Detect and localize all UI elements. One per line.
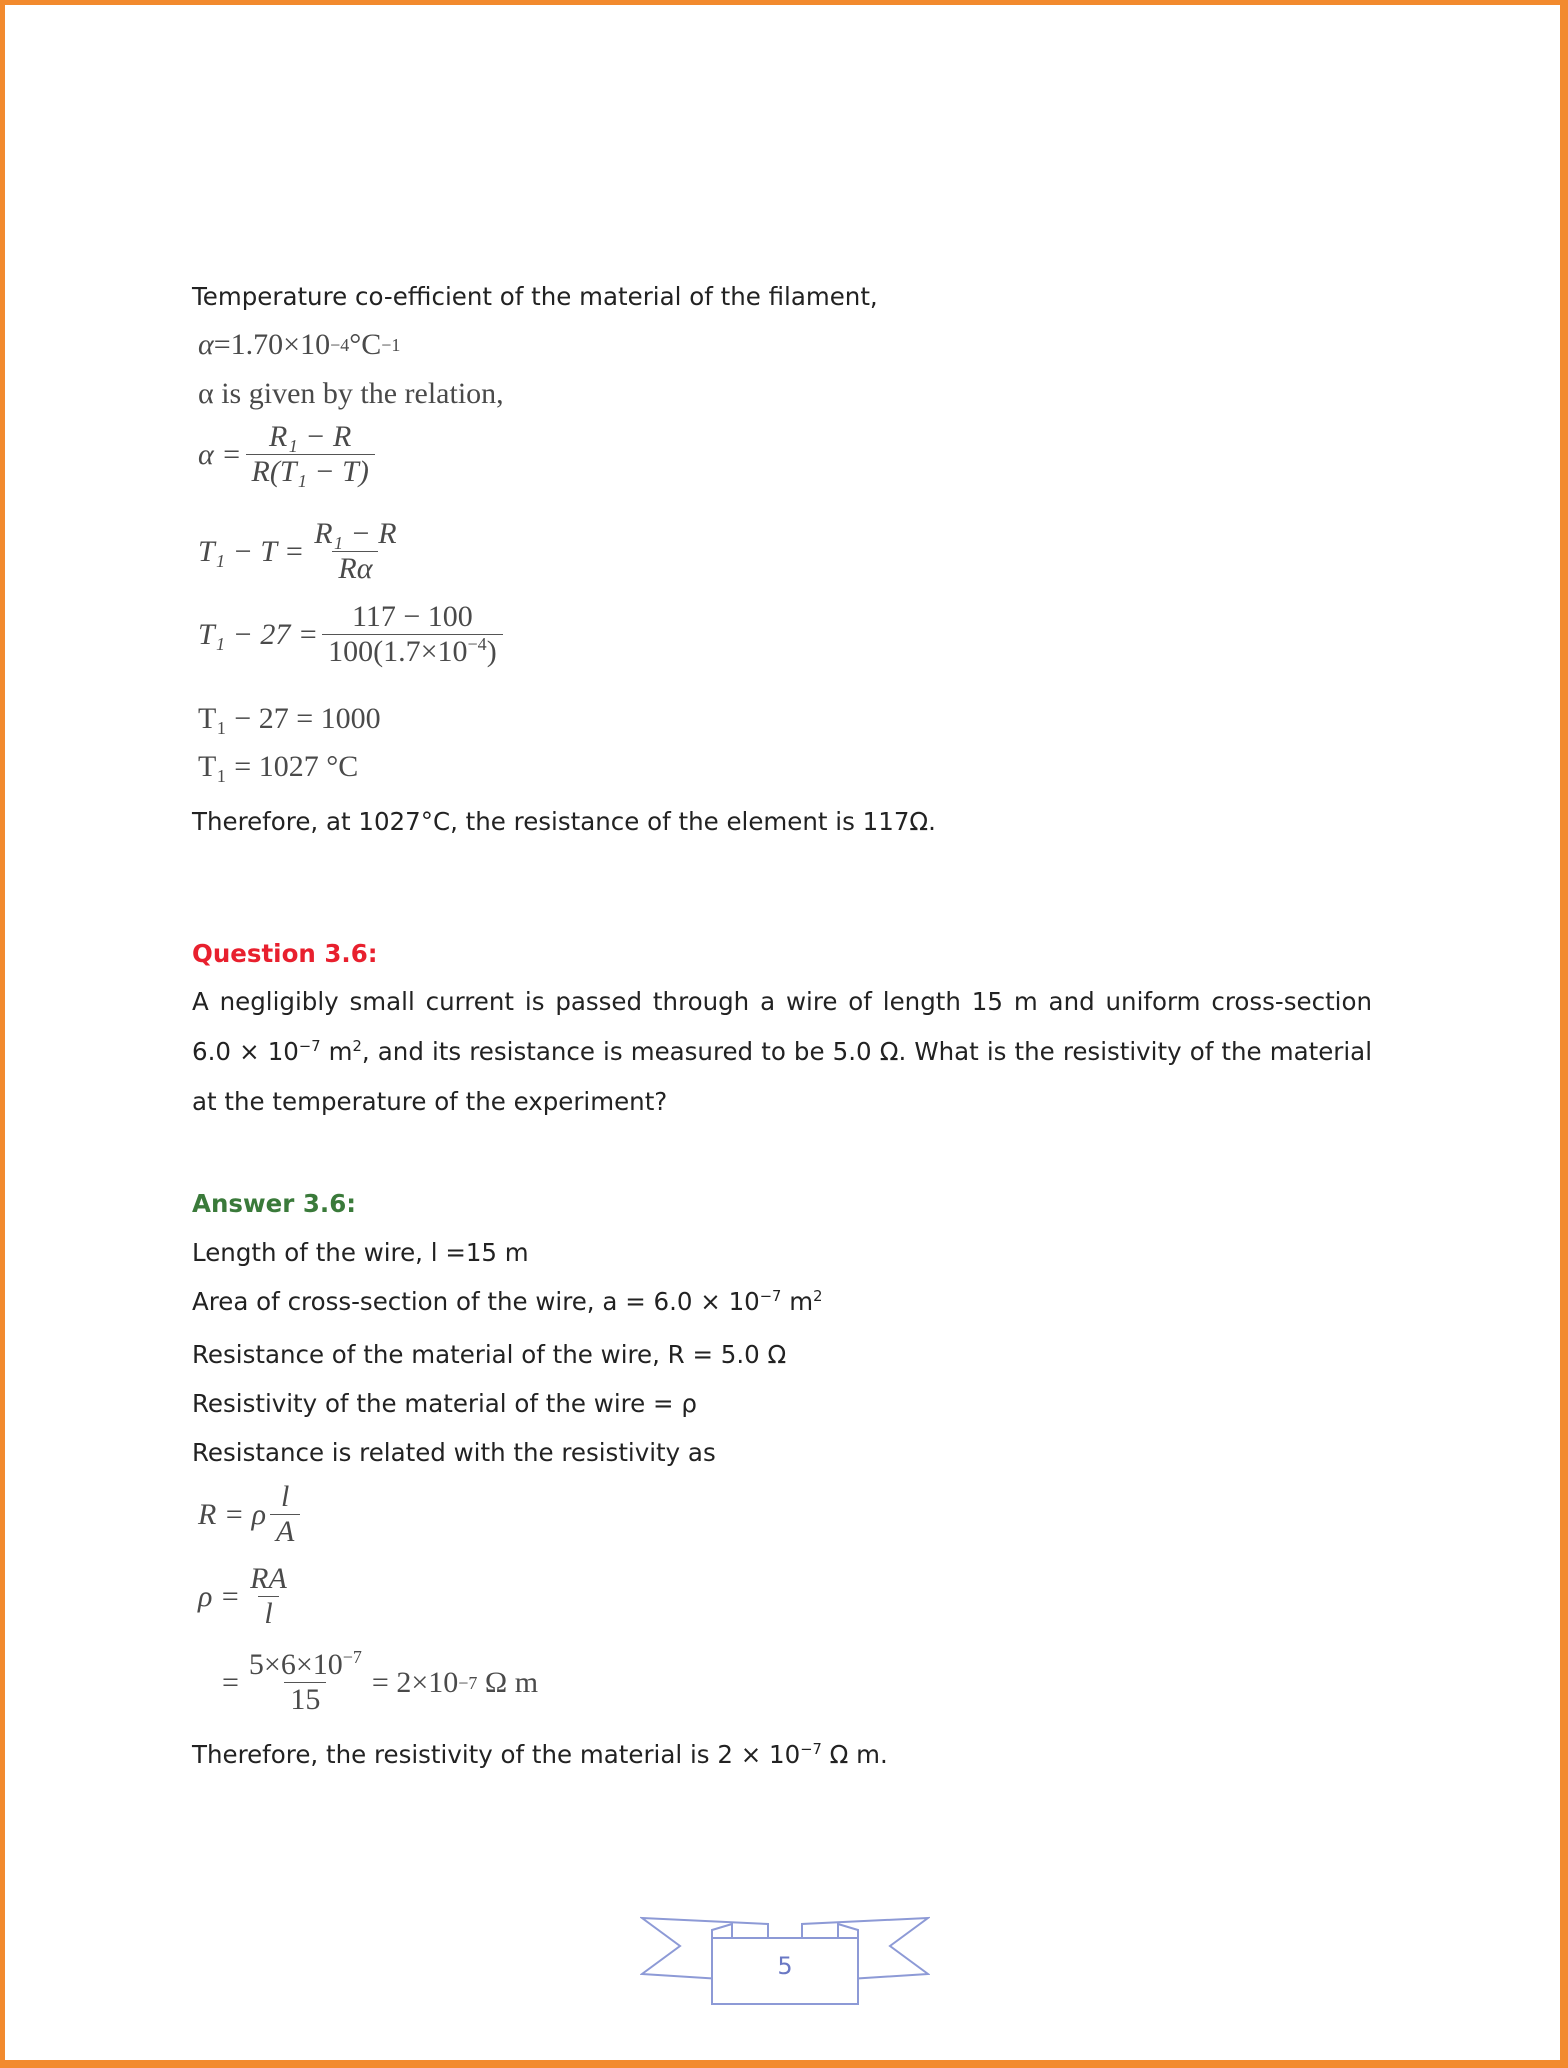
question-text: A negligibly small current is passed through a wire of length 15 m and uniform cross-section $6.0 \times 10^{-7}$ $m^2$, and its resistance is measured to be 5.0 Ω. What is the resistivity of the material at the temperature of the experiment?: [192, 987, 1373, 1116]
answer-conclusion: Therefore, the resistivity of the material is $2 \times 10^{-7}$ Ω m.: [192, 1740, 888, 1769]
equation-temperature-substitution: T₁ − 27 = $\frac{117 - 100}{100(1.7\times 10^{-4})}$: [198, 600, 507, 669]
answer-heading: Answer 3.6:: [192, 1189, 357, 1218]
fraction: $\frac{\text{R₁ − R}}{\text{R(T₁ − T)}}$: [246, 420, 375, 489]
question-heading: Question 3.6:: [192, 939, 378, 968]
answer-line-area: Area of cross-section of the wire, $a = 6.0 \times 10^{-7}$ $m^2$: [192, 1287, 823, 1316]
alpha-intro-text: Temperature co-efficient of the material of the filament,: [192, 282, 878, 311]
alpha-symbol: α: [198, 328, 214, 361]
answer-line-relation: Resistance is related with the resistivity as: [192, 1438, 716, 1467]
page-number: 5: [777, 1952, 793, 1980]
fraction: $\frac{5\times 6\times 10^{-7}}{15}$: [248, 1647, 362, 1716]
page-number-badge: [640, 1912, 930, 2012]
fraction: $\frac{117 - 100}{100(1.7\times 10^{-4})}$: [322, 600, 503, 669]
equation-temperature-difference: T₁ − T = $\frac{\text{R₁ − R}}{R\alpha}$: [198, 517, 407, 586]
answer-line-length: Length of the wire, l =15 m: [192, 1238, 529, 1267]
relation-text: α is given by the relation,: [198, 377, 504, 410]
prev-answer-conclusion: Therefore, at 1027°C, the resistance of the element is 117Ω.: [192, 807, 936, 836]
equation-result-1027: T₁ = 1027 °C: [198, 750, 359, 783]
equation-resistance-formula: R = ρ $\frac{l}{A}$: [198, 1480, 304, 1549]
fraction: $\frac{l}{A}$: [270, 1480, 300, 1549]
equation-resistivity-formula: ρ = $\frac{RA}{l}$: [198, 1562, 297, 1631]
answer-line-resistance: Resistance of the material of the wire, R = 5.0 Ω: [192, 1340, 787, 1369]
fraction: $\frac{\text{R₁ − R}}{R\alpha}$: [314, 517, 397, 585]
equation-result-1000: T₁ − 27 = 1000: [198, 702, 381, 735]
equation-alpha-value: α =1.70×10 −4 °C −1: [198, 328, 401, 361]
equation-alpha-definition: α = $\frac{\text{R₁ − R}}{\text{R(T₁ − T)}}$: [198, 420, 379, 489]
fraction: $\frac{RA}{l}$: [250, 1562, 287, 1630]
answer-line-resistivity: Resistivity of the material of the wire = ρ: [192, 1389, 697, 1418]
equation-resistivity-calculation: = $\frac{5\times 6\times 10^{-7}}{15}$ = 2×10 −7 Ω m: [222, 1647, 539, 1716]
